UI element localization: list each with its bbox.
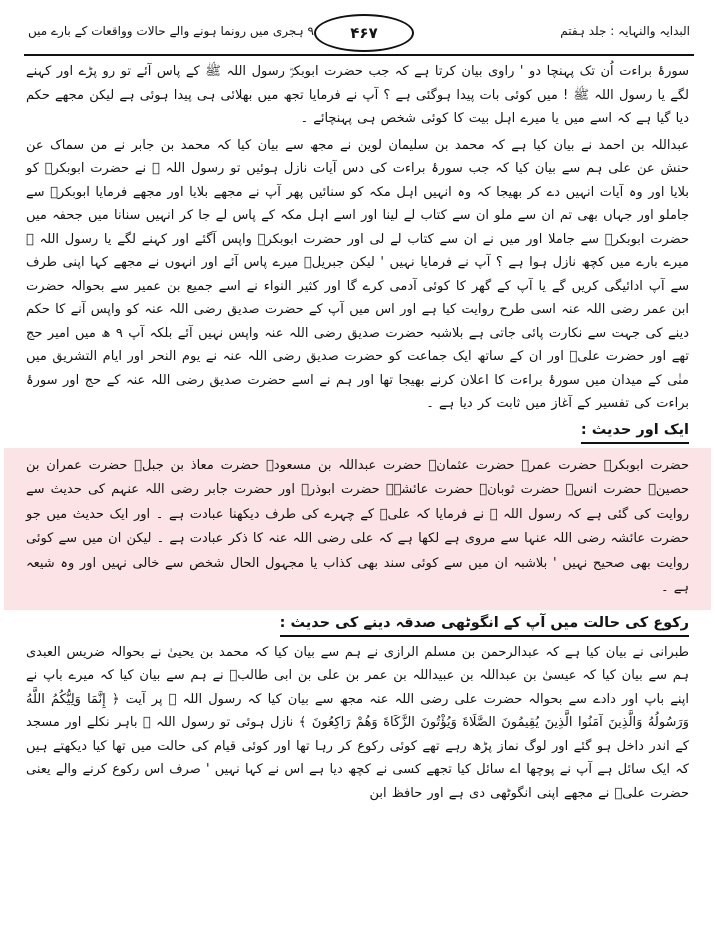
section-heading-wrap [26, 419, 689, 444]
book-title: البدایہ والنہایہ : جلد ہفتم [560, 24, 690, 38]
section-heading-wrap [26, 612, 689, 637]
page-body [26, 60, 689, 808]
paragraph: سورۂ براءت اُن تک پہنچا دو ' راوی بیان کرتا ہے کہ جب حضرت ابوبکرؓ رسول اللہ ﷺ کے پاس آئے تو رو پڑے اور کہنے لگے یا رسول اللہ ﷺ ! میں کوئی بات پیدا ہوگئی ہے ؟ آپ نے فرمایا تجھ میں بھلائی ہی پیدا ہوئی ہے لیکن مجھے حکم دیا گیا ہے کہ اسے میں یا میرے اہل بیت کا کوئی شخص ہی پہنچائے ۔ [26, 64, 689, 126]
section-heading: رکوع کی حالت میں آپ کے انگوٹھی صدقہ دینے کی حدیث : [280, 612, 689, 637]
highlighted-passage [4, 448, 711, 610]
paragraph: عبداللہ بن احمد نے بیان کیا ہے کہ محمد بن سلیمان لوین نے مجھ سے بیان کیا کہ محمد بن جابر نے من سماک عن حنش عن علی ہم سے بیان کیا کہ جب سورۂ براءت کی دس آیات نازل ہوئیں تو رسول اللہ ﷺ نے حضرت ابوبکرؓ کو بلایا اور وہ آیات انہیں دے کر بھیجا کہ وہ انہیں اہل مکہ کو سنائیں پھر آپ نے مجھے بلایا اور مجھے فرمایا ابوبکرؓ سے جاملو اور جہاں بھی تم ان سے ملو ان سے کتاب لے لینا اور اسے اہل مکہ کے پاس لے جا کر انہیں سنانا میں جحفہ میں حضرت ابوبکرؓ سے جاملا اور میں نے ان سے کتاب لے لی اور حضرت ابوبکرؓ واپس آگئے اور کہنے لگے یا رسول اللہ ﷺ میرے بارے میں کچھ نازل ہوا ہے ؟ آپ نے فرمایا نہیں ' لیکن جبریلؑ میرے پاس آئے اور انہوں نے مجھے کہا اپنی طرف سے آپ ادائیگی کریں گے یا آپ کے گھر کا کوئی آدمی کرے گا اور کثیر النواء نے اسے جمیع بن عمیر سے بحوالہ حضرت ابن عمر رضی اللہ عنہ اسی طرح روایت کیا ہے اور اس میں آپ کے حضرت صدیق رضی اللہ عنہ کو واپس آنے کا حکم دینے کی جہت سے نکارت پائی جاتی ہے بلاشبہ حضرت صدیق رضی اللہ عنہ واپس نہیں آئے بلکہ آپ ۹ ھ میں امیر حج تھے اور حضرت علیؓ اور ان کے ساتھ ایک جماعت کو حضرت صدیق رضی اللہ عنہ نے یوم النحر اور ایام التشریق میں منٰی کے میدان میں سورۂ براءت کا اعلان کرنے بھیجا تھا اور ہم نے اسے حضرت صدیق رضی اللہ عنہ کے حج اور سورۂ براءت کی تفسیر کے آغاز میں ثابت کر دیا ہے ۔ [26, 137, 689, 411]
paragraph: طبرانی نے بیان کیا ہے کہ عبدالرحمن بن مسلم الرازی نے ہم سے بیان کیا کہ محمد بن یحییٰ نے بحوالہ ضریس العبدی ہم سے بیان کیا کہ عیسیٰ بن عبداللہ بن عبیداللہ بن عمر بن علی بن ابی طالبؑ نے ہم سے بیان کیا کہ میرے باپ نے اپنے باپ اور دادے سے بحوالہ حضرت علی رضی اللہ عنہ مجھ سے بیان کیا کہ رسول اللہ ﷺ پر آیت ﴿ إِنَّمَا وَلِيُّكُمُ اللَّهُ وَرَسُولُهُ وَالَّذِينَ آمَنُوا الَّذِينَ يُقِيمُونَ الصَّلَاةَ وَيُؤْتُونَ الزَّكَاةَ وَهُمْ رَاكِعُونَ ﴾ نازل ہوئی تو رسول اللہ ﷺ باہر نکلے اور مسجد کے اندر داخل ہو گئے اور لوگ نماز پڑھ رہے تھے کوئی رکوع کر رہا تھا اور کوئی قیام کی حالت میں تھا کیا دیکھتے ہیں کہ ایک سائل ہے آپ نے پوچھا اے سائل کیا تجھے کسی نے کچھ دیا ہے اس نے کہا نہیں ' صرف اس رکوع کرنے والے یعنی حضرت علیؓ نے مجھے اپنی انگوٹھی دی ہے اور حافظ ابن [26, 644, 689, 801]
section-heading: ایک اور حدیث : [581, 419, 689, 444]
running-title: ۹ ہجری میں رونما ہونے والے حالات وواقعات کے بارے میں [28, 24, 314, 38]
page-number: ۴۶۷ [314, 14, 414, 52]
paragraph: حضرت ابوبکرؓ حضرت عمرؓ حضرت عثمانؓ حضرت عبداللہ بن مسعودؓ حضرت معاذ بن جبلؓ حضرت عمران بن حصینؓ حضرت انسؓ حضرت ثوبانؓ حضرت عائشہؓ حضرت ابوذرؓ اور حضرت جابر رضی اللہ عنہم کی حدیث سے روایت کی گئی ہے کہ رسول اللہ ﷺ نے فرمایا کہ علیؓ کے چہرے کی طرف دیکھنا عبادت ہے ۔ اور ایک حدیث میں جو حضرت عائشہ رضی اللہ عنہا سے مروی ہے لکھا ہے کہ علی رضی اللہ عنہ کا ذکر عبادت ہے ۔ لیکن ان میں سے کوئی روایت بھی صحیح نہیں ' بلاشبہ ان میں سے کوئی سند بھی کذاب یا مجہول الحال شخص سے خالی نہیں اور وہ شیعہ ہے ۔ [26, 457, 689, 595]
